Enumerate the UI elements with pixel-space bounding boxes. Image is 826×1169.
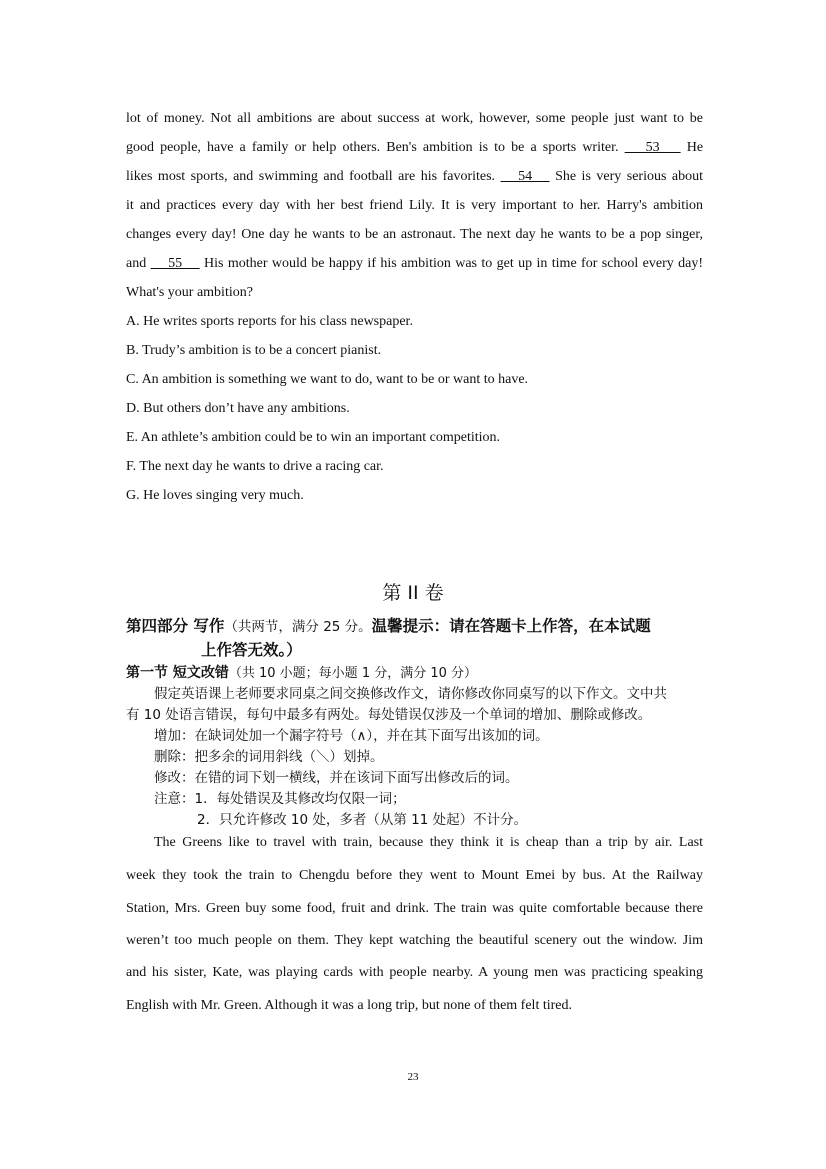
text: 第一节 短文改错	[126, 665, 229, 681]
option-c: C. An ambition is something we want to do, want to be or want to have.	[126, 372, 529, 387]
passage2-line: weren’t too much people on them. They kept watching the beautiful scenery out the window. Jim	[126, 933, 703, 948]
passage1-line	[126, 168, 703, 186]
instruction-modify: 修改：在错的词下划一横线，并在该词下面写出修改后的词。	[154, 770, 519, 786]
option-e: E. An athlete’s ambition could be to win an important competition.	[126, 430, 501, 445]
text: 温馨提示：请在答题卡上作答，在本试题	[371, 617, 651, 635]
section-title: 第 II 卷	[382, 582, 444, 604]
option-f: F. The next day he wants to drive a racing car.	[126, 459, 384, 474]
note-2: 2．只允许修改 10 处，多者（从第 11 处起）不计分。	[197, 812, 528, 828]
text: His mother would be happy if his ambition was to get up in time for school every day!	[204, 256, 704, 271]
part-heading-cont: 上作答无效。）	[201, 641, 302, 659]
text: likes most sports, and swimming and football are his favorites.	[126, 169, 496, 184]
passage2-line: week they took the train to Chengdu before they went to Mount Emei by bus. At the Railway	[126, 868, 703, 883]
option-a: A. He writes sports reports for his class newspaper.	[126, 314, 413, 329]
text: 第四部分 写作	[126, 617, 225, 635]
blank-54: 54	[500, 169, 550, 184]
passage2-line: The Greens like to travel with train, because they think it is cheap than a trip by air. Last	[154, 835, 703, 850]
text: He	[686, 140, 704, 155]
instruction: 有 10 处语言错误，每句中最多有两处。每处错误仅涉及一个单词的增加、删除或修改。	[126, 707, 652, 723]
option-g: G. He loves singing very much.	[126, 488, 304, 503]
option-d: D. But others don’t have any ambitions.	[126, 401, 350, 416]
text: （共 10 小题；每小题 1 分，满分 10 分）	[228, 666, 478, 681]
blank-55: 55	[150, 256, 200, 271]
note-1: 注意：1．每处错误及其修改均仅限一词；	[154, 791, 406, 807]
text: and	[126, 256, 147, 271]
passage1-line	[126, 255, 703, 273]
page-number: 23	[407, 1071, 419, 1083]
text: She is very serious about	[555, 169, 704, 184]
text: good people, have a family or help others. Ben's ambition is to be a sports writer.	[126, 140, 619, 155]
option-b: B. Trudy’s ambition is to be a concert pianist.	[126, 343, 382, 358]
part-heading	[126, 614, 651, 636]
passage1-line: it and practices every day with her best friend Lily. It is very important to her. Harry's ambition	[126, 198, 703, 213]
instruction-delete: 删除：把多余的词用斜线（＼）划掉。	[154, 749, 384, 765]
sub-heading	[126, 662, 477, 682]
passage2-line: and his sister, Kate, was playing cards with people nearby. A young men was practicing speaking	[126, 965, 703, 980]
text: （共两节，满分 25 分。	[224, 619, 372, 635]
passage2-line: English with Mr. Green. Although it was a long trip, but none of them felt tired.	[126, 998, 572, 1013]
passage1-line: changes every day! One day he wants to be an astronaut. The next day he wants to be a pop singer,	[126, 227, 703, 242]
passage2-line: Station, Mrs. Green buy some food, fruit and drink. The train was quite comfortable because there	[126, 901, 703, 916]
blank-53: 53	[624, 140, 681, 155]
instruction: 假定英语课上老师要求同桌之间交换修改作文，请你修改你同桌写的以下作文。文中共	[154, 686, 667, 702]
passage1-line: What's your ambition?	[126, 285, 253, 300]
instruction-add: 增加：在缺词处加一个漏字符号（∧），并在其下面写出该加的词。	[154, 728, 549, 744]
passage1-line: lot of money. Not all ambitions are about success at work, however, some people just want to be	[126, 111, 703, 126]
passage1-line	[126, 139, 703, 157]
